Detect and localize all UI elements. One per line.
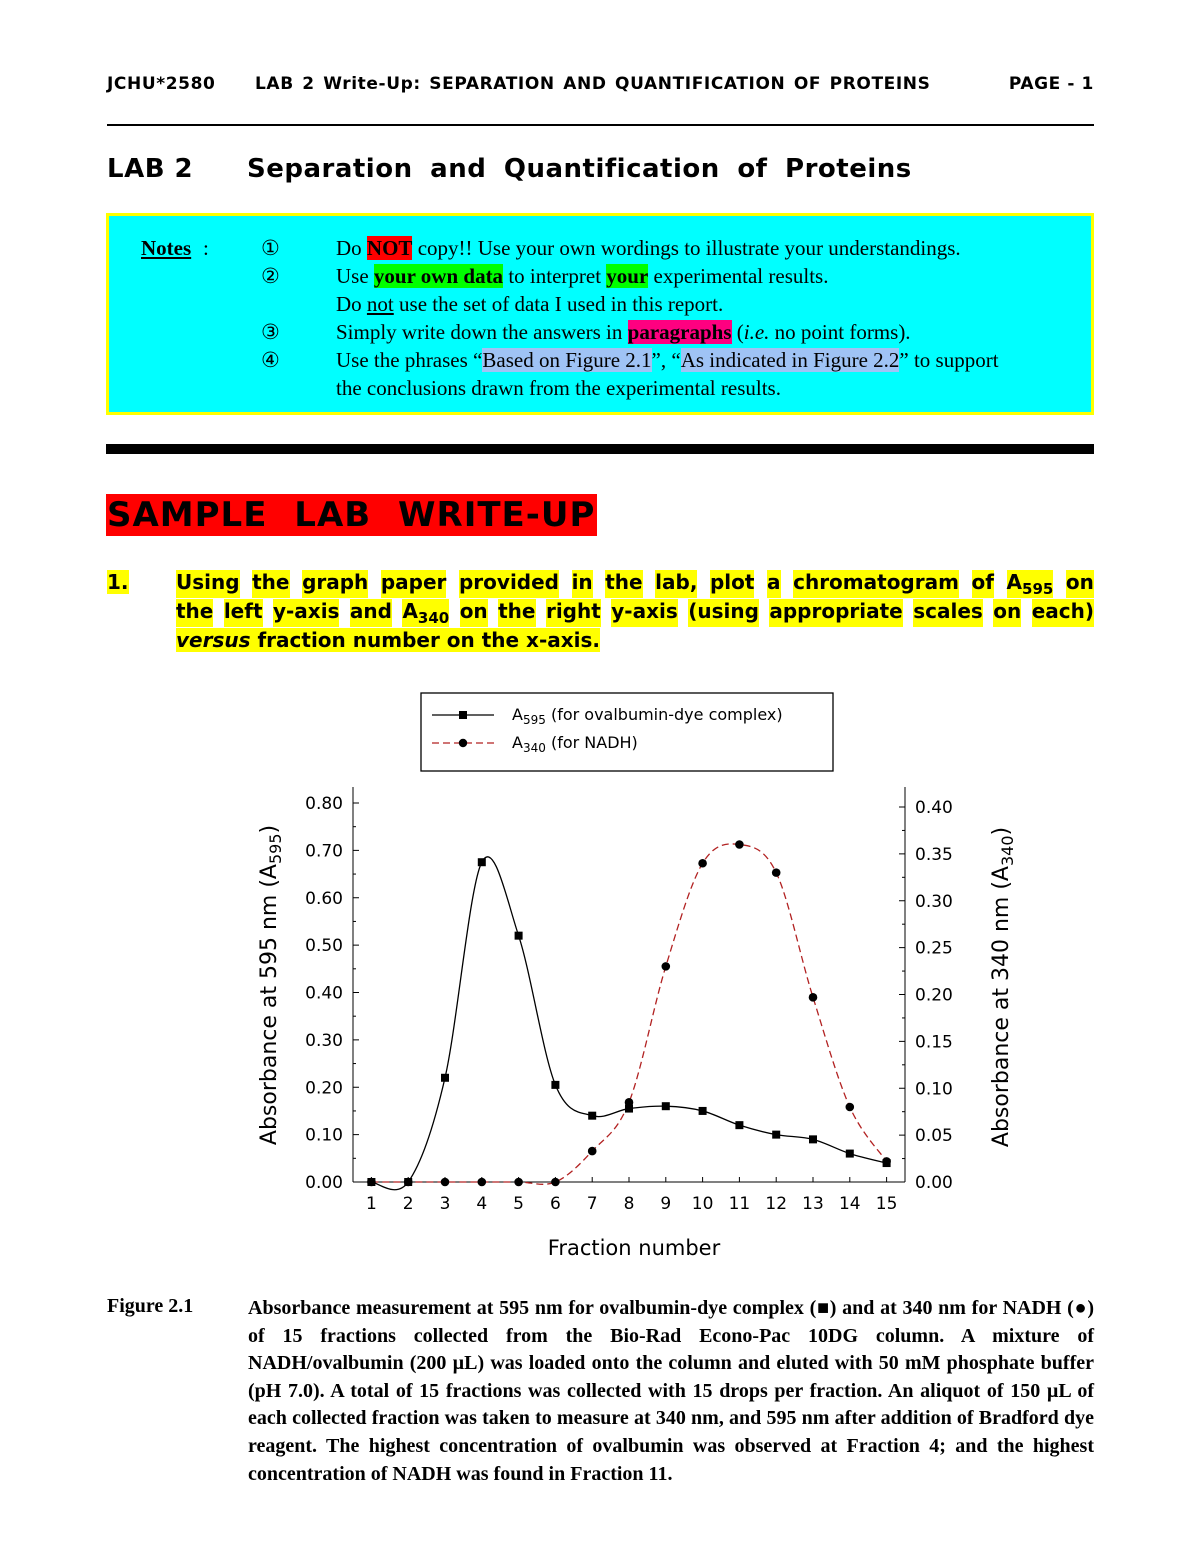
question-word: plot — [710, 570, 754, 598]
question-word: $A_{340}$ — [402, 599, 450, 627]
a595-data-point — [699, 1107, 707, 1115]
question-word: in — [572, 570, 593, 598]
x-tick-label: 6 — [549, 1194, 561, 1214]
left-tick-label: 0.60 — [305, 888, 343, 909]
a340-data-point — [735, 840, 744, 849]
notes-label: Notes — [141, 236, 192, 260]
right-tick-label: 0.05 — [915, 1126, 953, 1147]
a595-data-point — [551, 1081, 559, 1089]
left-tick-label: 0.00 — [305, 1173, 343, 1193]
left-tick-label: 0.30 — [305, 1030, 343, 1051]
question-word: right — [546, 599, 601, 627]
a340-data-point — [478, 1178, 487, 1187]
notes-box — [106, 213, 1094, 415]
question-word: and — [350, 599, 392, 627]
left-tick-label: 0.20 — [305, 1078, 343, 1099]
x-tick-label: 3 — [439, 1194, 451, 1214]
left-tick-label: 0.70 — [305, 841, 343, 862]
note-text: Use the phrases “Based on Figure 2.1”, “As indicated in Figure 2.2” to support — [336, 348, 999, 372]
question-word: lab, — [655, 570, 697, 598]
left-tick-label: 0.80 — [305, 794, 343, 814]
right-tick-label: 0.10 — [915, 1079, 953, 1100]
a340-data-point — [772, 868, 781, 877]
question-word: (using — [688, 599, 759, 627]
question-word: chromatogram — [793, 570, 959, 598]
question-word: y-axis — [273, 599, 340, 627]
question-word: the — [498, 599, 535, 627]
section-divider — [106, 444, 1094, 454]
a595-data-point — [478, 858, 486, 866]
a595-data-point — [662, 1102, 670, 1110]
question-line-2 — [176, 599, 1094, 627]
series-a340-line — [371, 844, 886, 1184]
legend-label-1: $A_{595}$ (for ovalbumin-dye complex) — [512, 705, 783, 727]
x-tick-label: 13 — [802, 1194, 824, 1214]
a595-data-point — [441, 1074, 449, 1082]
question-word: Using — [176, 570, 240, 598]
question-word: y-axis — [611, 599, 678, 627]
legend-circle-marker — [459, 739, 467, 747]
question-word: scales — [913, 599, 983, 627]
x-tick-label: 4 — [476, 1194, 488, 1214]
right-tick-label: 0.25 — [915, 938, 953, 959]
a595-data-point — [809, 1135, 817, 1143]
right-tick-label: 0.15 — [915, 1032, 953, 1053]
notes-colon: : — [203, 236, 209, 260]
x-tick-label: 15 — [875, 1194, 898, 1214]
a595-data-point — [367, 1178, 375, 1186]
question-number: 1. — [107, 570, 129, 594]
a340-data-point — [662, 962, 671, 971]
right-tick-label: 0.30 — [915, 891, 953, 912]
left-tick-label: 0.10 — [305, 1125, 343, 1146]
chromatogram-chart — [240, 685, 1040, 1270]
x-tick-label: 5 — [513, 1194, 525, 1214]
note-text: Do NOT copy!! Use your own wordings to illustrate your understandings. — [336, 236, 961, 260]
question-word: on — [460, 599, 488, 627]
question-word: the — [252, 570, 289, 598]
a340-data-point — [698, 859, 707, 868]
header-divider — [107, 124, 1094, 126]
question-line-1 — [176, 570, 1094, 598]
left-tick-label: 0.40 — [305, 983, 343, 1004]
left-tick-label: 0.50 — [305, 936, 343, 957]
question-word: provided — [459, 570, 559, 598]
a340-data-point — [846, 1103, 855, 1112]
lab-title-text: Separation and Quantification of Proteins — [247, 154, 912, 184]
right-tick-label: 0.20 — [915, 985, 953, 1006]
note-number: ① — [261, 236, 280, 260]
note-text: Use your own data to interpret your experimental results. — [336, 264, 829, 288]
question-word: the — [176, 599, 213, 627]
question-word: paper — [381, 570, 447, 598]
chart-legend — [421, 693, 833, 771]
question-word: $A_{595}$ — [1006, 570, 1054, 598]
right-y-axis-label: Absorbance at 340 nm $(A_{340})$ — [989, 826, 1017, 1148]
x-tick-label: 2 — [402, 1194, 414, 1214]
question-word: each) — [1032, 599, 1094, 627]
question-word: the — [605, 570, 642, 598]
x-tick-label: 7 — [586, 1194, 598, 1214]
a595-data-point — [625, 1105, 633, 1113]
a340-data-point — [514, 1178, 523, 1187]
sample-title: SAMPLE LAB WRITE-UP — [107, 495, 596, 535]
question-line-3: versus fraction number on the x-axis. — [176, 628, 600, 652]
question-word: on — [1066, 570, 1094, 598]
x-tick-label: 10 — [691, 1194, 714, 1214]
note-text: Simply write down the answers in paragraphs (i.e. no point forms). — [336, 320, 911, 344]
right-tick-label: 0.40 — [915, 798, 953, 818]
header-title: LAB 2 Write-Up: SEPARATION AND QUANTIFICATION OF PROTEINS — [255, 74, 931, 94]
question-word: graph — [302, 570, 368, 598]
a595-data-point — [735, 1121, 743, 1129]
note-number: ④ — [261, 348, 280, 372]
x-tick-label: 14 — [838, 1194, 861, 1214]
a595-data-point — [772, 1131, 780, 1139]
figure-caption-text: Absorbance measurement at 595 nm for ovalbumin-dye complex (■) and at 340 nm for NADH (●) of 15 fractions collected from the Bio-Rad Econo-Pac 10DG column. A mixture of NADH/ovalbumin (200 µL) was loaded onto the column and eluted with 50 mM phosphate buffer (pH 7.0). A total of 15 fractions was collected with 15 drops per fraction. An aliquot of 150 µL of each collected fraction was taken to measure at 340 nm, and 595 nm after addition of Bradford dye reagent. The highest concentration of ovalbumin was observed at Fraction 4; and the highest concentration of NADH was found in Fraction 11. — [248, 1297, 1094, 1485]
page-header — [107, 74, 1094, 98]
question-word: appropriate — [769, 599, 902, 627]
question-word: of — [972, 570, 994, 598]
note-number: ③ — [261, 320, 280, 344]
a340-data-point — [809, 993, 818, 1002]
page-number: PAGE - 1 — [1008, 74, 1094, 94]
x-tick-label: 12 — [765, 1194, 788, 1214]
a595-data-point — [515, 932, 523, 940]
a340-data-point — [588, 1147, 597, 1156]
x-tick-label: 11 — [728, 1194, 751, 1214]
a595-data-point — [883, 1159, 891, 1167]
a595-data-point — [588, 1112, 596, 1120]
course-code: JCHU*2580 — [107, 74, 216, 94]
a595-data-point — [404, 1178, 412, 1186]
x-tick-label: 1 — [365, 1194, 377, 1214]
left-y-axis-label: Absorbance at 595 nm $(A_{595})$ — [257, 824, 285, 1146]
a595-data-point — [846, 1150, 854, 1158]
a340-data-point — [551, 1178, 560, 1187]
x-tick-label: 9 — [660, 1194, 672, 1214]
x-tick-label: 8 — [623, 1194, 635, 1214]
lab-number: LAB 2 — [107, 154, 194, 184]
figure-label: Figure 2.1 — [107, 1295, 194, 1317]
note-text: Do not use the set of data I used in this report. — [336, 292, 724, 316]
note-text: the conclusions drawn from the experimental results. — [336, 376, 781, 400]
legend-square-marker — [459, 711, 467, 719]
a340-data-point — [441, 1178, 450, 1187]
right-tick-label: 0.00 — [915, 1173, 953, 1193]
note-number: ② — [261, 264, 280, 288]
question-word: on — [993, 599, 1021, 627]
x-axis-label: Fraction number — [547, 1236, 721, 1260]
right-tick-label: 0.35 — [915, 844, 953, 865]
legend-label-2: $A_{340}$ (for NADH) — [512, 733, 638, 755]
question-word: left — [224, 599, 263, 627]
question-word: a — [767, 570, 781, 598]
